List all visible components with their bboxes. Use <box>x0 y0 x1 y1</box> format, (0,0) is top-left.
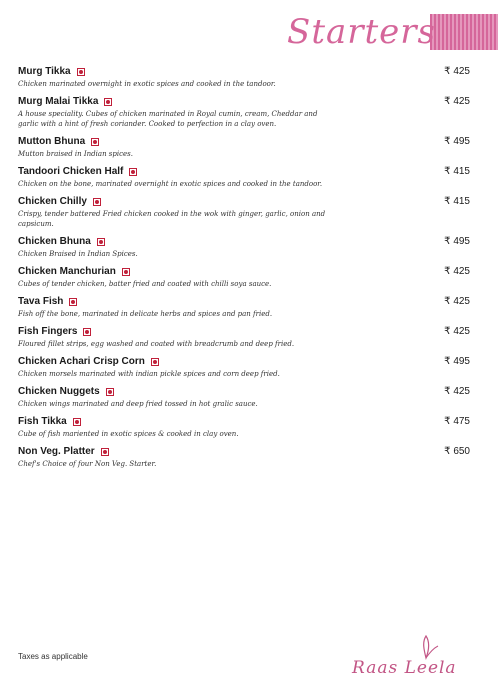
menu-item <box>18 64 470 89</box>
item-name: Tandoori Chicken Half <box>18 166 124 177</box>
non-veg-icon <box>129 168 137 176</box>
item-description: Mutton braised in Indian spices. <box>18 150 133 158</box>
item-description: Cubes of tender chicken, batter fried and coated with chilli soya sauce. <box>18 280 272 288</box>
item-price: ₹ 425 <box>444 66 470 77</box>
non-veg-icon <box>91 138 99 146</box>
item-description: Chef's Choice of four Non Veg. Starter. <box>18 460 157 468</box>
item-price: ₹ 475 <box>444 416 470 427</box>
non-veg-icon <box>83 328 91 336</box>
menu-item <box>18 354 470 379</box>
page-title: Starters <box>287 12 436 52</box>
item-price: ₹ 425 <box>444 326 470 337</box>
non-veg-icon <box>69 298 77 306</box>
item-name: Non Veg. Platter <box>18 446 95 457</box>
menu-item <box>18 294 470 319</box>
non-veg-icon <box>151 358 159 366</box>
item-price: ₹ 415 <box>444 166 470 177</box>
non-veg-icon <box>77 68 85 76</box>
item-name: Chicken Achari Crisp Corn <box>18 356 145 367</box>
item-name: Fish Fingers <box>18 326 78 337</box>
header-color-band <box>430 14 498 50</box>
item-description: Floured fillet strips, egg washed and coated with breadcrumb and deep fried. <box>18 340 295 348</box>
menu-list <box>18 64 470 474</box>
item-description: A house speciality. Cubes of chicken marinated in Royal cumin, cream, Cheddar and garlic with a hint of fresh coriander. Cooked to perfection in a clay oven. <box>18 110 318 128</box>
item-description: Crispy, tender battered Fried chicken cooked in the wok with ginger, garlic, onion and capsicum. <box>18 210 326 228</box>
non-veg-icon <box>122 268 130 276</box>
item-name: Mutton Bhuna <box>18 136 86 147</box>
item-description: Chicken Braised in Indian Spices. <box>18 250 138 258</box>
item-price: ₹ 650 <box>444 446 470 457</box>
non-veg-icon <box>106 388 114 396</box>
non-veg-icon <box>93 198 101 206</box>
item-description: Chicken wings marinated and deep fried tossed in hot gralic sauce. <box>18 400 258 408</box>
taxes-note: Taxes as applicable <box>18 652 88 661</box>
item-price: ₹ 425 <box>444 266 470 277</box>
brand-logo <box>352 628 482 688</box>
item-description: Fish off the bone, marinated in delicate herbs and spices and pan fried. <box>18 310 273 318</box>
item-name: Chicken Bhuna <box>18 236 91 247</box>
brand-name: Raas Leela <box>352 658 457 678</box>
item-price: ₹ 495 <box>444 236 470 247</box>
menu-item <box>18 264 470 289</box>
item-price: ₹ 495 <box>444 356 470 367</box>
item-price: ₹ 425 <box>444 96 470 107</box>
menu-item <box>18 234 470 259</box>
menu-item <box>18 324 470 349</box>
menu-item <box>18 94 470 129</box>
menu-item <box>18 384 470 409</box>
non-veg-icon <box>97 238 105 246</box>
item-name: Murg Malai Tikka <box>18 96 99 107</box>
item-price: ₹ 425 <box>444 386 470 397</box>
item-price: ₹ 495 <box>444 136 470 147</box>
item-description: Cube of fish mariented in exotic spices & cooked in clay oven. <box>18 430 239 438</box>
item-price: ₹ 415 <box>444 196 470 207</box>
non-veg-icon <box>101 448 109 456</box>
item-name: Chicken Nuggets <box>18 386 100 397</box>
non-veg-icon <box>73 418 81 426</box>
item-name: Murg Tikka <box>18 66 71 77</box>
item-description: Chicken marinated overnight in exotic spices and cooked in the tandoor. <box>18 80 276 88</box>
item-name: Chicken Manchurian <box>18 266 116 277</box>
item-price: ₹ 425 <box>444 296 470 307</box>
menu-item <box>18 414 470 439</box>
item-description: Chicken morsels marinated with indian pickle spices and corn deep fried. <box>18 370 280 378</box>
menu-item <box>18 134 470 159</box>
menu-item <box>18 194 470 229</box>
item-name: Fish Tikka <box>18 416 67 427</box>
menu-item <box>18 164 470 189</box>
item-description: Chicken on the bone, marinated overnight in exotic spices and cooked in the tandoor. <box>18 180 323 188</box>
item-name: Chicken Chilly <box>18 196 87 207</box>
menu-item <box>18 444 470 469</box>
non-veg-icon <box>104 98 112 106</box>
item-name: Tava Fish <box>18 296 64 307</box>
